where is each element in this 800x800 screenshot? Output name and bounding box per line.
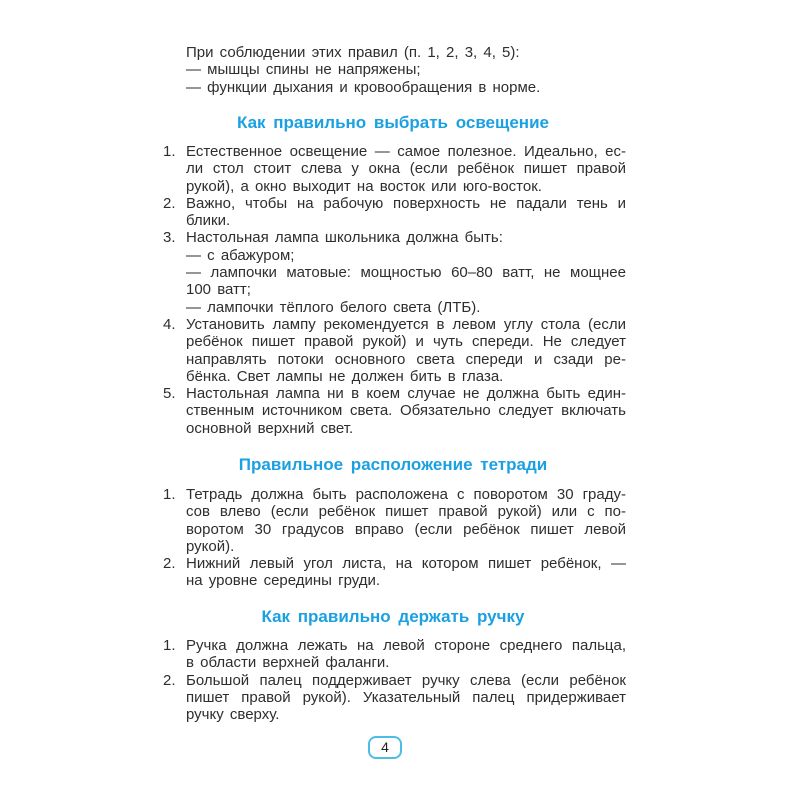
list-item-number: 3. [163,229,176,247]
list-item-line: ребёнок пишет правой рукой) и чуть спереди. Не следует [186,333,626,351]
list-item [160,195,626,230]
list-item [160,316,626,385]
list-item-line: бёнка. Свет лампы не должен бить в глаза. [186,367,504,385]
list-item-line: направлять потоки основного света спереди и сзади ре- [186,350,626,368]
list-item-line: Настольная лампа школьника должна быть: [186,229,503,247]
list-item-line: рукой), а окно выходит на восток или юго-восток. [186,177,542,195]
list-item-number: 2. [163,194,176,212]
list-item-line: Тетрадь должна быть расположена с поворотом 30 граду- [186,486,626,503]
list-item-number: 4. [163,315,176,333]
intro-line: При соблюдении этих правил (п. 1, 2, 3, 4, 5): [186,44,520,61]
list-item [160,555,626,590]
list-item [160,143,626,195]
list-item-line: ручку сверху. [186,706,280,724]
list-item-number: 1. [163,637,176,654]
list-item-line: Важно, чтобы на рабочую поверхность не падали тень и [186,194,626,212]
list-item-line: Естественное освещение — самое полезное. Идеально, ес- [186,143,626,160]
list-item-line: Нижний левый угол листа, на котором пишет ребёнок, — [186,555,626,573]
list-item-number: 2. [163,555,176,573]
page-number: 4 [368,736,402,759]
pen-list [160,637,626,723]
list-item-number: 1. [163,143,176,160]
notebook-list [160,486,626,590]
list-item-line: Настольная лампа ни в коем случае не должна быть един- [186,385,626,403]
list-item [160,637,626,672]
list-item-line: пишет правой рукой). Указательный палец придерживает [186,688,626,706]
list-item-line: ственным источником света. Обязательно следует включать [186,402,626,420]
list-item-line: блики. [186,212,231,230]
section-heading-pen: Как правильно держать ручку [261,607,525,626]
list-item [160,486,626,555]
list-item-line: — лампочки матовые: мощностью 60–80 ватт, не мощнее [186,264,626,282]
section-heading-lighting: Как правильно выбрать освещение [237,113,549,132]
section-heading-notebook: Правильное расположение тетради [238,455,548,474]
list-item-line: ли стол стоит слева у окна (если ребёнок пишет правой [186,160,626,178]
list-item-line: Установить лампу рекомендуется в левом углу стола (если [186,315,626,333]
list-item-line: на уровне середины груди. [186,572,381,590]
list-item-line: — лампочки тёплого белого света (ЛТБ). [186,298,481,316]
intro-paragraph [186,44,626,96]
list-item-line: 100 ватт; [186,281,251,299]
list-item-line: воротом 30 градусов вправо (если ребёнок пишет левой [186,520,626,538]
list-item-line: сов влево (если ребёнок пишет правой рукой) или с по- [186,503,626,521]
list-item-number: 1. [163,486,176,503]
list-item-line: в области верхней фаланги. [186,654,390,672]
list-item-line: основной верхний свет. [186,419,354,437]
list-item-number: 2. [163,671,176,689]
list-item-number: 5. [163,385,176,403]
list-item-line: рукой). [186,537,235,555]
list-item [160,672,626,724]
intro-line: — мышцы спины не напряжены; [186,61,421,79]
list-item-line: — с абажуром; [186,246,295,264]
list-item-line: Большой палец поддерживает ручку слева (если ребёнок [186,671,626,689]
list-item [160,229,626,315]
lighting-list [160,143,626,437]
list-item [160,385,626,437]
list-item-line: Ручка должна лежать на левой стороне среднего пальца, [186,637,626,654]
intro-line: — функции дыхания и кровообращения в норме. [186,78,541,96]
